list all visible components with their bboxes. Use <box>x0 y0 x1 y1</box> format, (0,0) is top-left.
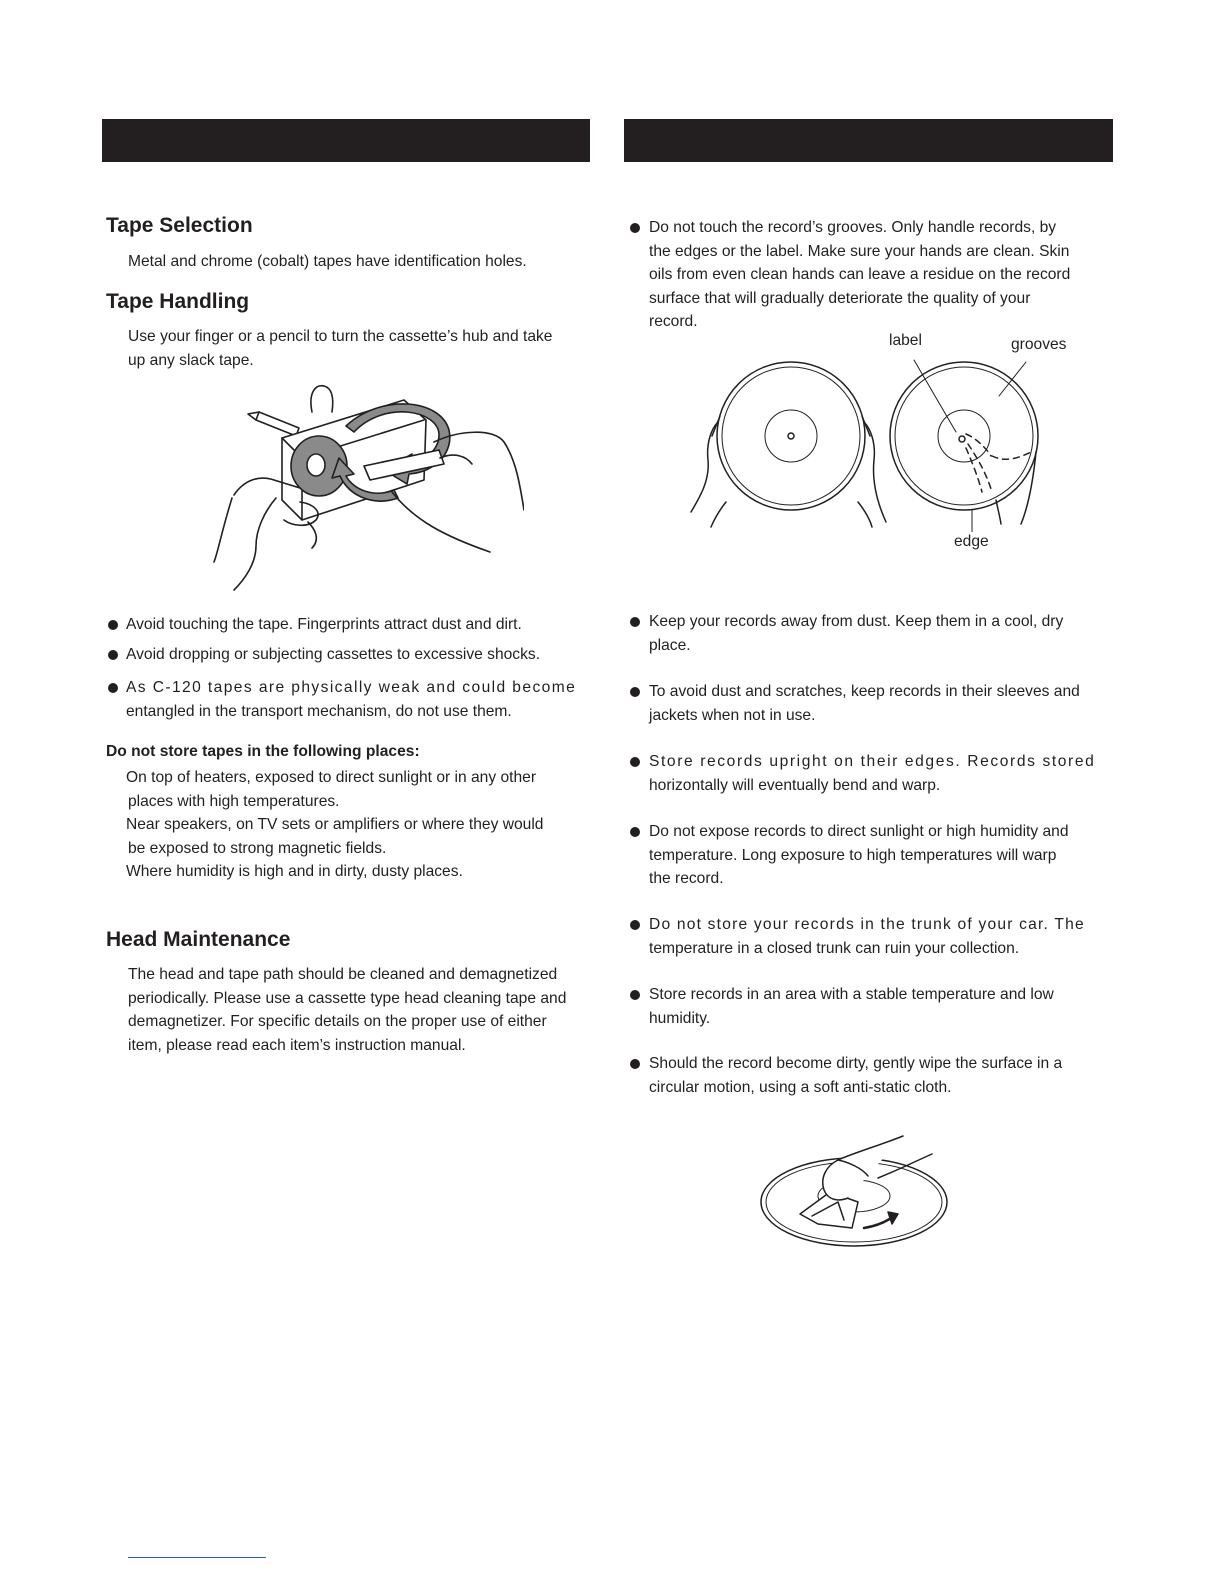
record-cleaning-illustration <box>758 1132 958 1250</box>
bullet-dot-icon <box>108 683 118 693</box>
tape-selection-heading: Tape Selection <box>106 214 253 237</box>
bullet-dot-icon <box>630 223 640 233</box>
bullet-dot-icon <box>630 617 640 627</box>
tape-handling-text: Use your finger or a pencil to turn the cassette’s hub and take up any slack tape. <box>128 328 553 369</box>
grooves-caption: grooves <box>1011 336 1067 353</box>
storage-list: On top of heaters, exposed to direct sunlight or in any other places with high temperatures. Near speakers, on TV sets or amplifiers or where they would be exposed to strong magnetic fields. Where humidity is high and in dirty, dusty places. <box>126 769 544 880</box>
bullet-dot-icon <box>630 757 640 767</box>
bullet-dot-icon <box>108 620 118 630</box>
bullet-dot-icon <box>108 650 118 660</box>
label-caption: label <box>889 332 922 349</box>
record-handling-illustration <box>686 352 1046 532</box>
bottom-rule <box>128 1557 266 1558</box>
right-header-bar <box>624 119 1113 162</box>
tape-selection-text: Metal and chrome (cobalt) tapes have identification holes. <box>128 253 527 270</box>
head-maintenance-heading: Head Maintenance <box>106 928 291 951</box>
bullet-dot-icon <box>630 920 640 930</box>
cassette-hand-illustration <box>204 380 524 595</box>
tape-handling-heading: Tape Handling <box>106 290 250 313</box>
bullet-dot-icon <box>630 687 640 697</box>
bullet-dot-icon <box>630 1059 640 1069</box>
edge-caption: edge <box>954 533 989 550</box>
left-header-bar <box>102 119 590 162</box>
bullet-dot-icon <box>630 990 640 1000</box>
bullet-dot-icon <box>630 827 640 837</box>
storage-heading: Do not store tapes in the following places: <box>106 743 420 760</box>
head-maintenance-text: The head and tape path should be cleaned and demagnetized periodically. Please use a cassette type head cleaning tape and demagnetizer. For specific details on the proper use of either item, please read each item’s instruction manual. <box>128 966 567 1054</box>
